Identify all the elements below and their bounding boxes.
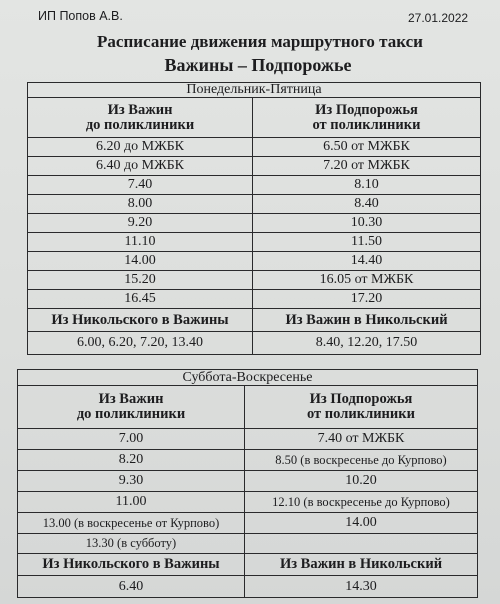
owner-name: ИП Попов А.В. xyxy=(38,9,123,23)
weekend-schedule-table xyxy=(17,369,478,598)
table-row xyxy=(28,252,481,271)
weekday-nikolsky-times: 6.00, 6.20, 7.20, 13.40 xyxy=(28,332,253,355)
weekend-section-title: Суббота-Воскресенье xyxy=(18,370,478,386)
table-row xyxy=(18,513,478,534)
document-date: 27.01.2022 xyxy=(408,11,469,25)
document-title: Расписание движения маршрутного такси xyxy=(97,32,423,51)
weekday-time-cell: 8.00 xyxy=(28,195,253,214)
table-row xyxy=(18,492,478,513)
weekday-time-cell: 14.40 xyxy=(253,252,481,271)
weekend-time-cell: 8.50 (в воскресенье до Курпово) xyxy=(245,450,478,471)
weekday-col1-line2: до поликлиники xyxy=(85,116,195,133)
weekday-time-cell: 9.20 xyxy=(28,214,253,233)
weekday-time-cell: 6.20 до МЖБК xyxy=(28,138,253,157)
table-row xyxy=(18,429,478,450)
weekday-time-cell: 11.10 xyxy=(28,233,253,252)
weekday-time-cell: 8.10 xyxy=(253,176,481,195)
weekend-col2-line2: от поликлиники xyxy=(307,406,415,422)
table-row xyxy=(18,534,478,554)
table-row xyxy=(28,176,481,195)
weekend-time-cell: 9.30 xyxy=(18,471,245,492)
weekend-header-row xyxy=(18,386,478,429)
weekend-time-cell: 10.20 xyxy=(245,471,478,492)
weekday-section-title: Понедельник-Пятница xyxy=(28,83,481,98)
weekday-time-cell: 6.50 от МЖБК xyxy=(253,138,481,157)
weekday-time-cell: 10.30 xyxy=(253,214,481,233)
weekend-time-cell: 7.00 xyxy=(18,429,245,450)
weekday-time-cell: 8.40 xyxy=(253,195,481,214)
weekday-schedule-table xyxy=(27,82,481,355)
table-row xyxy=(18,576,478,598)
weekday-col-to-nikolsky: Из Важин в Никольский xyxy=(253,309,481,332)
weekend-col-from-vazhiny xyxy=(18,386,245,429)
weekday-time-cell: 7.40 xyxy=(28,176,253,195)
weekend-col-from-podporozhye xyxy=(245,386,478,429)
weekend-time-cell: 13.00 (в воскресенье от Курпово) xyxy=(18,513,245,534)
weekday-time-cell: 16.05 от МЖБК xyxy=(253,271,481,290)
weekend-col-to-nikolsky: Из Важин в Никольский xyxy=(245,554,478,576)
weekend-vazhiny-nikolsky-times: 14.30 xyxy=(245,576,478,598)
weekday-nikolsky-header-row xyxy=(28,309,481,332)
weekday-time-cell: 15.20 xyxy=(28,271,253,290)
table-row xyxy=(28,214,481,233)
table-row xyxy=(28,271,481,290)
weekday-col-from-podporozhye xyxy=(253,98,481,138)
table-row xyxy=(28,290,481,309)
table-row xyxy=(28,332,481,355)
weekend-nikolsky-times: 6.40 xyxy=(18,576,245,598)
weekday-time-cell: 16.45 xyxy=(28,290,253,309)
weekend-time-cell: 8.20 xyxy=(18,450,245,471)
weekday-section-row xyxy=(28,83,481,98)
weekend-col2-line1: Из Подпорожья xyxy=(309,391,413,407)
weekday-col2-line1: Из Подпорожья xyxy=(315,101,418,118)
weekday-time-cell: 14.00 xyxy=(28,252,253,271)
weekday-col-from-nikolsky: Из Никольского в Важины xyxy=(28,309,253,332)
weekend-time-cell: 7.40 от МЖБК xyxy=(245,429,478,450)
weekday-time-cell: 11.50 xyxy=(253,233,481,252)
weekday-time-cell: 17.20 xyxy=(253,290,481,309)
weekday-vazhiny-nikolsky-times: 8.40, 12.20, 17.50 xyxy=(253,332,481,355)
weekend-nikolsky-header-row xyxy=(18,554,478,576)
weekend-section-row xyxy=(18,370,478,386)
weekend-col-from-nikolsky: Из Никольского в Важины xyxy=(18,554,245,576)
weekend-col1-line1: Из Важин xyxy=(98,391,164,407)
weekday-time-cell: 7.20 от МЖБК xyxy=(253,157,481,176)
weekend-time-cell: 14.00 xyxy=(245,513,478,534)
weekday-col1-line1: Из Важин xyxy=(107,101,173,118)
table-row xyxy=(28,138,481,157)
weekend-time-cell: 12.10 (в воскресенье до Курпово) xyxy=(245,492,478,513)
weekday-time-cell: 6.40 до МЖБК xyxy=(28,157,253,176)
weekend-time-cell: 13.30 (в субботу) xyxy=(18,534,245,554)
table-row xyxy=(18,450,478,471)
weekend-time-cell: 11.00 xyxy=(18,492,245,513)
weekday-col2-line2: от поликлиники xyxy=(312,116,421,133)
weekend-time-cell xyxy=(245,534,478,554)
table-row xyxy=(28,157,481,176)
weekday-col-from-vazhiny xyxy=(28,98,253,138)
weekday-header-row xyxy=(28,98,481,138)
weekend-col1-line2: до поликлиники xyxy=(76,406,186,422)
table-row xyxy=(28,233,481,252)
table-row xyxy=(28,195,481,214)
route-name: Важины – Подпорожье xyxy=(164,55,352,75)
table-row xyxy=(18,471,478,492)
